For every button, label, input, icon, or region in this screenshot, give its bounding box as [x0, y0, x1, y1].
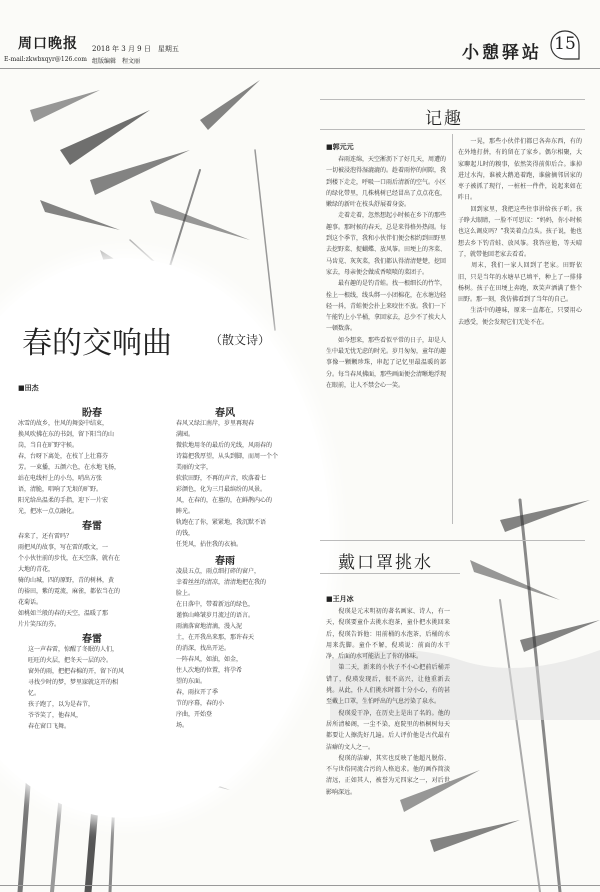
- page-header: [0, 0, 600, 64]
- poem-line: 冰雪的故乡，住风的舞姿中结束，: [18, 420, 109, 427]
- poem-line: 序曲，开始登: [176, 711, 213, 718]
- paragraph: 一晃，那些小伙伴们都已各奔东西，有的在外地打拼，有的留在了家乡。偶尔相聚，大家聊起儿时的糗事，依然笑得前仰后合。谁掉进过水沟，谁被大鹅追着跑，谁偷摘邻居家的枣子被抓了现行，一桩桩一件件，说起来如在昨日。: [458, 138, 582, 202]
- paragraph: 倪瑛爱干净，在历史上是出了名的。他的居所清秘阁，一尘不染，庭院里的梧桐树每天都要让人擦洗好几遍。后人评价他是古代最有洁癖的文人之一。: [326, 709, 450, 751]
- article-body: [326, 154, 446, 524]
- poem-line: 旺旺的火层，把冬天一层的冷。: [28, 657, 113, 664]
- article-rule: [320, 129, 585, 130]
- stanza-body: [176, 418, 316, 550]
- poem-line: 满园。: [176, 431, 195, 438]
- stanza-title: 春雨: [215, 556, 235, 567]
- poem-line: 爷爷笑了，他春风，: [28, 712, 83, 719]
- page-number: 15: [554, 34, 576, 54]
- stanza-title: 春风: [215, 408, 235, 419]
- poem-line: 彩颜色，化为三月最缤纷的风景。: [176, 486, 267, 493]
- poem-line: 谨慎山峰皱岁月流过的语言。: [176, 612, 255, 619]
- poem-subtitle: （散文诗）: [210, 333, 271, 347]
- poem-line: 美丽的文字，: [176, 464, 213, 471]
- poem-line: 雨把风的故事，写在雷的歌文，一: [18, 544, 109, 551]
- article-author: ■郭元元: [326, 142, 354, 151]
- poem-line: 换风吹拂在东的书剑，留下阳当的山: [18, 431, 115, 438]
- poem-line: 的钱，: [176, 530, 195, 537]
- stanza-body: [18, 531, 168, 630]
- paragraph: 最有趣的是钓青蛙。找一根细长的竹竿，拴上一根线，线头绑一小团棉花，在水塘边轻轻一抖，青蛙便会扑上来咬住不放。我们一下午能钓上小半桶，拿回家去，总少不了挨大人一顿数落。: [326, 280, 446, 333]
- stanza-title: 盼春: [82, 408, 102, 419]
- poem-line: 片片笑压的芬。: [18, 621, 61, 628]
- footer-rule: [0, 885, 600, 886]
- poem-line: 春，雨拉开了季: [176, 689, 219, 696]
- poem-line: 芳。一束播，五颜六色，在水地飞扬，: [18, 464, 121, 471]
- poem-line: 风，在春的，在墓的，在鲜鹊内心的: [176, 497, 273, 504]
- poem-line: 骑的山城，四的原野，青的树林，黄: [18, 577, 115, 584]
- poem-line: 住人次地的位置，将孕希: [176, 667, 243, 674]
- paragraph: 第二天，新来的小伙子不小心把前后桶弄错了，倪瑛发现后，很不高兴，让他重新去挑。从此，仆人们挑水时都十分小心，有的甚至戴上口罩，生怕呼出的气息污染了泉水。: [326, 664, 450, 706]
- poem-line: 场。: [176, 722, 189, 729]
- paragraph: 生活中的趣味，原来一直都在，只要用心去感受，便会发现它们无处不在。: [458, 307, 582, 326]
- poem-author: ■田杰: [18, 383, 39, 392]
- article-title: 戴口罩挑水: [338, 553, 433, 573]
- paragraph: 周末，我们一家人回到了老家。田野依旧，只是当年的水塘早已填平，种上了一排排杨树。孩子在田埂上奔跑，欢笑声洒满了整个田野。那一刻，我仿佛看到了当年的自己。: [458, 262, 582, 304]
- poem-line: 节的序幕，春的小: [176, 700, 225, 707]
- poem-line: 软软田野，不再的声音，吹落着七: [176, 475, 267, 482]
- poem-line: 诗篇把我厚望，从头到脚，而周一个个: [176, 453, 279, 460]
- article-body: [326, 606, 450, 878]
- poem-line: 如桃如兰般的春的天空，温暖了那: [18, 610, 109, 617]
- article-rule: [320, 540, 585, 541]
- poem-line: 春在窗口飞舞。: [28, 723, 71, 730]
- poem-line: 微软地用冬的最后的光线，风雨春的: [176, 442, 273, 449]
- article-rule: [320, 573, 460, 574]
- poem-line: 忆。: [28, 690, 41, 697]
- paragraph: 春雨连绵，天空淅沥下了好几天，周遭的一切被浸泡得湿漉漉的。趁着雨停的间隙，我到楼下走走，呼吸一口雨后清新的空气。小区的绿化带里，几株桃树已经冒出了点点花苞，嫩绿的新叶在枝头舒展着身姿。: [326, 156, 446, 209]
- poem-line: 站在电线杆上的小鸟，哨出方张: [18, 475, 103, 482]
- poem-line: 孩子跑了，以为是春节，: [28, 701, 95, 708]
- poem-title: 春的交响曲: [22, 326, 172, 361]
- paragraph: 回到家里，我把这些往事讲给孩子听。孩子睁大眼睛，一脸不可思议：“妈妈，你小时候也这么调皮吗？”我笑着点点头。孩子说，他也想去乡下钓青蛙、放风筝。我答应他，等天晴了，就带他回老家去看看。: [458, 205, 582, 258]
- poem-line: 脸上。: [176, 590, 195, 597]
- poem-line: 花菊话。: [18, 599, 43, 606]
- issue-date: 2018 年 3 月 9 日 星期五: [92, 45, 179, 53]
- poem-line: 任凭风，拈住我的衣袖。: [176, 541, 243, 548]
- paragraph: 倪瑛是元末明初的著名画家、诗人，有一天，倪瑛要童仆去挑水泡茶，童仆把水挑回来后，倪瑛告诉他：用前桶的水泡茶，后桶的水用来洗脚。童仆不解，倪瑛说：前面的水干净，后面的水可能沾上了你的体味。: [326, 608, 450, 661]
- article-title: 记趣: [425, 109, 463, 129]
- poem-line: 岗，当自在旷野守候。: [18, 442, 79, 449]
- article-author: ■王月冰: [326, 594, 354, 603]
- poem-line: 个小伙往前的步伐，在天空落，就有在: [18, 555, 121, 562]
- article-body-col2: [458, 136, 582, 524]
- poem-line: 雨滴落窗地清滴，漫入泥: [176, 623, 243, 630]
- column-divider: [452, 134, 453, 524]
- poem-line: 寻找少时的梦，梦里寐就这开的相: [28, 679, 119, 686]
- poem-line: 这一声春雷，惊醒了冬眠的人们，: [28, 646, 119, 653]
- poem-line: 春风又绿江南岸，岁里再现春: [176, 420, 255, 427]
- poem-line: 大地的青花，: [18, 566, 55, 573]
- section-title: 小憩驿站: [462, 43, 542, 63]
- stanza-body: [18, 418, 168, 517]
- stanza-title: 春雷: [82, 634, 102, 645]
- poem-line: 在日落中，带着新远的绿色，: [176, 601, 255, 608]
- poem-line: 语，清脆，唱响了无垠的旷野。: [18, 486, 103, 493]
- poem-line: 轨跑在了你，紧紧地，我沉默不语: [176, 519, 267, 526]
- paragraph: 走着走着，忽然想起小时候在乡下的那些趣事。那时候的春天，总是来得格外热闹。每到这个季节，我和小伙伴们便会相约到田野里去挖野菜、捉蝴蝶、放风筝。田埂上的荠菜、马齿苋、灰灰菜，我们都认得清清楚楚，挖回家去，母亲便会做成香喷喷的菜团子。: [326, 212, 446, 276]
- editor-credit: 组版编辑 程文丽: [92, 58, 141, 65]
- poem-line: 阳光给出温柔的手指，迎下一片宏: [18, 497, 109, 504]
- stanza-body: [28, 644, 178, 732]
- stanza-title: 春雷: [82, 521, 102, 532]
- poem-line: 土，在开我出来那，那许春天: [176, 634, 255, 641]
- poem-line: 春来了，还有雷吗？: [18, 533, 73, 540]
- poem-line: 的消深，找出开运。: [176, 645, 231, 652]
- contact-email[interactable]: E-mail:zkwbxqyr@126.com: [4, 56, 87, 63]
- masthead: 周口晚报: [18, 36, 78, 52]
- article-rule: [320, 99, 585, 100]
- poem-line: 一阵春风，如油，如金，: [176, 656, 243, 663]
- poem-line: 的裕田，紫的霓流，麻雀，都依当在的: [18, 588, 121, 595]
- paragraph: 如今想来，那些看似平常的日子，却是人生中最无忧无虑的时光。岁月匆匆，童年的趣事像一颗颗珍珠，串起了记忆里最温暖的部分。每当春风拂面，那些画面便会清晰地浮现在眼前，让人不禁会心一笑。: [326, 336, 446, 389]
- poem-line: 光，把冰一点点融化。: [18, 508, 79, 515]
- poem-line: 眸光。: [176, 508, 195, 515]
- paragraph: 倪瑛的洁癖，其实也反映了他超凡脱俗、不与世俗同流合污的人格追求。他的画作简淡清远，正如其人，被誉为元四家之一，对后世影响深远。: [326, 754, 450, 796]
- poem-line: 望的东面。: [176, 678, 207, 685]
- poem-line: 春，台呀下离处，在枝丫上壮幕芬: [18, 453, 109, 460]
- stanza-body: [176, 566, 316, 731]
- poem-line: 幸着丝丝的清凉，清清地把在我的: [176, 579, 267, 586]
- poem-line: 窗外的雨，把把春棉的开，留下的风: [28, 668, 125, 675]
- header-rule: [0, 68, 600, 69]
- poem-line: 凌晨五点，雨点细打碎的窗户，: [176, 568, 261, 575]
